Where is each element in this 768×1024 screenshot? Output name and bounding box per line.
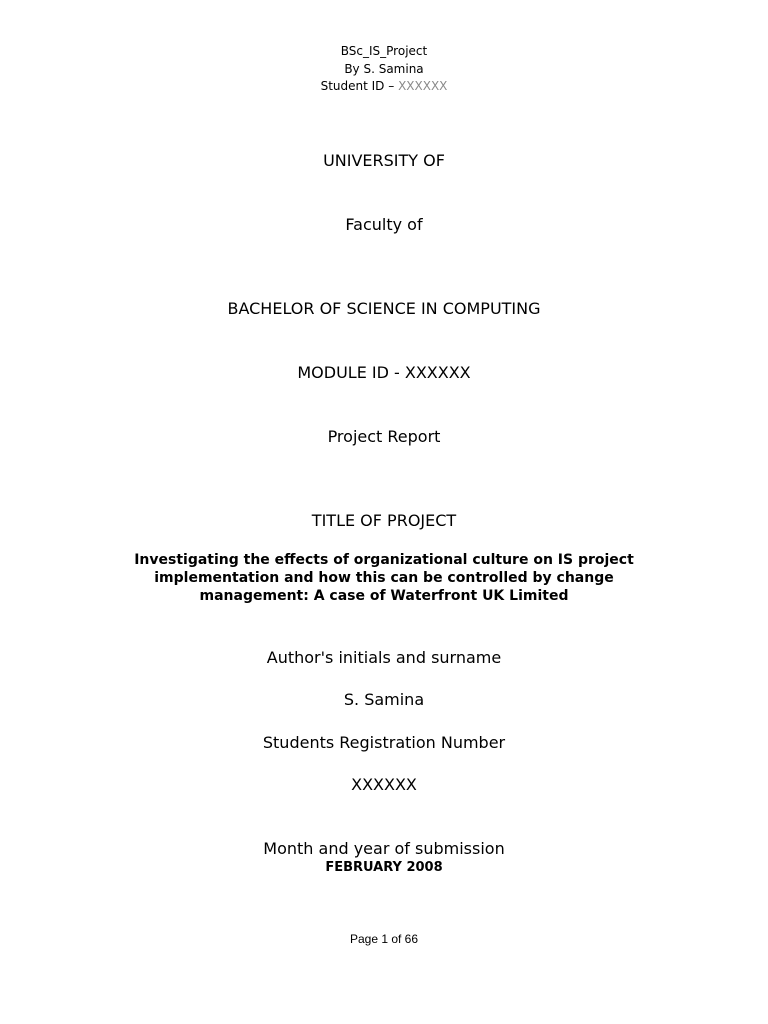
project-title-line: management: A case of Waterfront UK Limited: [199, 588, 569, 604]
university-heading: UNIVERSITY OF: [323, 151, 445, 170]
submission-label: Month and year of submission: [263, 839, 505, 858]
author-label: Author's initials and surname: [266, 648, 502, 667]
student-id-label: Student ID –: [320, 79, 399, 93]
module-heading: MODULE ID - XXXXXX: [297, 363, 471, 382]
report-type: Project Report: [327, 427, 441, 446]
registration-number: XXXXXX: [351, 775, 417, 794]
project-title: [0, 551, 768, 605]
page-number: Page 1 of 66: [349, 932, 419, 946]
header-author: By S. Samina: [344, 62, 424, 76]
header-project-name: BSc_IS_Project: [340, 44, 428, 58]
submission-date: FEBRUARY 2008: [325, 860, 443, 875]
header-student-id: [0, 80, 768, 93]
author-name: S. Samina: [343, 690, 425, 709]
registration-label: Students Registration Number: [262, 733, 506, 752]
project-title-line: implementation and how this can be controlled by change: [154, 570, 614, 586]
faculty-heading: Faculty of: [345, 215, 423, 234]
project-title-line: Investigating the effects of organizational culture on IS project: [134, 552, 634, 568]
title-heading: TITLE OF PROJECT: [311, 511, 457, 530]
student-id-value: XXXXXX: [398, 79, 448, 93]
degree-heading: BACHELOR OF SCIENCE IN COMPUTING: [227, 299, 541, 318]
